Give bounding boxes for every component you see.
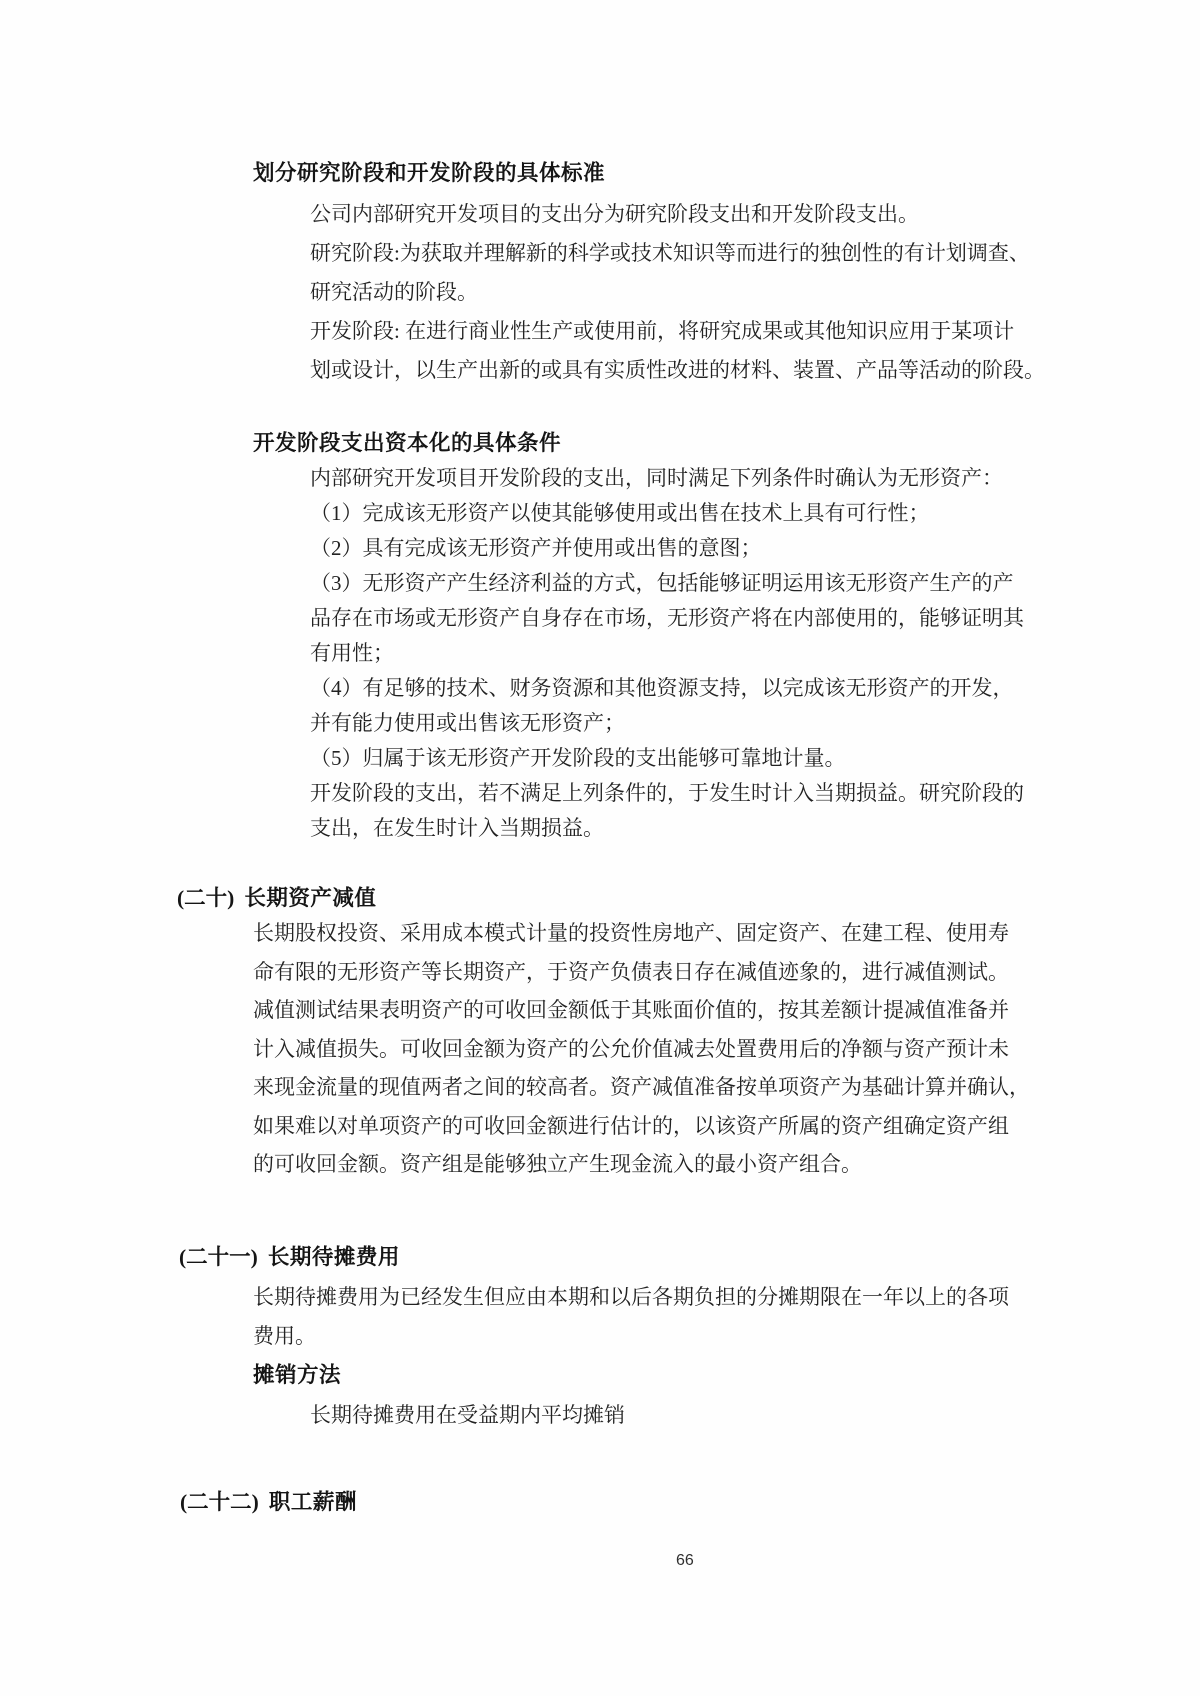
section-number: (二十)	[177, 886, 235, 910]
paragraph-line: 的可收回金额。资产组是能够独立产生现金流入的最小资产组合。	[253, 1152, 862, 1176]
section-number: (二十二)	[180, 1490, 259, 1514]
paragraph-block	[310, 195, 1045, 390]
paragraph-line: 如果难以对单项资产的可收回金额进行估计的，以该资产所属的资产组确定资产组	[253, 1113, 1009, 1138]
list-item-line: （1）完成该无形资产以使其能够使用或出售在技术上具有可行性；	[310, 501, 930, 525]
list-item-line: 品存在市场或无形资产自身存在市场，无形资产将在内部使用的，能够证明其	[310, 606, 1024, 630]
paragraph-block	[310, 461, 1024, 846]
paragraph-line: 支出，在发生时计入当期损益。	[310, 816, 604, 840]
section-heading-20	[177, 885, 376, 911]
list-item-line: （4）有足够的技术、财务资源和其他资源支持，以完成该无形资产的开发，	[310, 676, 1014, 700]
subsection-heading-amortization-method: 摊销方法	[253, 1363, 342, 1387]
paragraph-line: 费用。	[253, 1324, 316, 1348]
paragraph-line: 命有限的无形资产等长期资产，于资产负债表日存在减值迹象的，进行减值测试。	[253, 959, 1009, 984]
paragraph-line: 长期股权投资、采用成本模式计量的投资性房地产、固定资产、在建工程、使用寿	[253, 921, 1009, 945]
list-item-line: （5）归属于该无形资产开发阶段的支出能够可靠地计量。	[310, 746, 846, 770]
paragraph-line: 划或设计，以生产出新的或具有实质性改进的材料、装置、产品等活动的阶段。	[310, 358, 1045, 382]
section-heading-22	[180, 1489, 357, 1515]
paragraph-line: 公司内部研究开发项目的支出分为研究阶段支出和开发阶段支出。	[310, 202, 919, 226]
section-title: 职工薪酬	[268, 1490, 357, 1514]
section-title: 长期资产减值	[244, 886, 377, 910]
list-item-line: （2）具有完成该无形资产并使用或出售的意图；	[310, 536, 762, 560]
section-heading-21	[179, 1244, 400, 1270]
paragraph-line: 长期待摊费用为已经发生但应由本期和以后各期负担的分摊期限在一年以上的各项	[253, 1285, 1009, 1309]
subsection-heading-capitalization-conditions: 开发阶段支出资本化的具体条件	[253, 431, 562, 455]
paragraph-block	[253, 1278, 1009, 1356]
paragraph-line: 来现金流量的现值两者之间的较高者。资产减值准备按单项资产为基础计算并确认，	[253, 1075, 1030, 1099]
paragraph-line: 计入减值损失。可收回金额为资产的公允价值减去处置费用后的净额与资产预计未	[253, 1036, 1009, 1061]
list-item-line: 并有能力使用或出售该无形资产；	[310, 711, 625, 735]
paragraph-line: 研究阶段:为获取并理解新的科学或技术知识等而进行的独创性的有计划调查、	[310, 241, 1030, 265]
section-title: 长期待摊费用	[267, 1245, 400, 1269]
paragraph-block	[310, 1396, 625, 1435]
paragraph-line: 研究活动的阶段。	[310, 280, 478, 304]
subsection-heading-research-dev-split: 划分研究阶段和开发阶段的具体标准	[253, 161, 606, 185]
paragraph-line: 内部研究开发项目开发阶段的支出，同时满足下列条件时确认为无形资产：	[310, 466, 1003, 490]
paragraph-block	[253, 914, 1030, 1184]
list-item-line: 有用性；	[310, 641, 394, 665]
page-number: 66	[676, 1552, 694, 1569]
paragraph-line: 减值测试结果表明资产的可收回金额低于其账面价值的，按其差额计提减值准备并	[253, 998, 1009, 1022]
paragraph-line: 开发阶段: 在进行商业性生产或使用前，将研究成果或其他知识应用于某项计	[310, 319, 1015, 343]
section-number: (二十一)	[179, 1245, 258, 1269]
paragraph-line: 长期待摊费用在受益期内平均摊销	[310, 1403, 625, 1427]
paragraph-line: 开发阶段的支出，若不满足上列条件的，于发生时计入当期损益。研究阶段的	[310, 781, 1024, 805]
list-item-line: （3）无形资产产生经济利益的方式，包括能够证明运用该无形资产生产的产	[310, 571, 1014, 595]
